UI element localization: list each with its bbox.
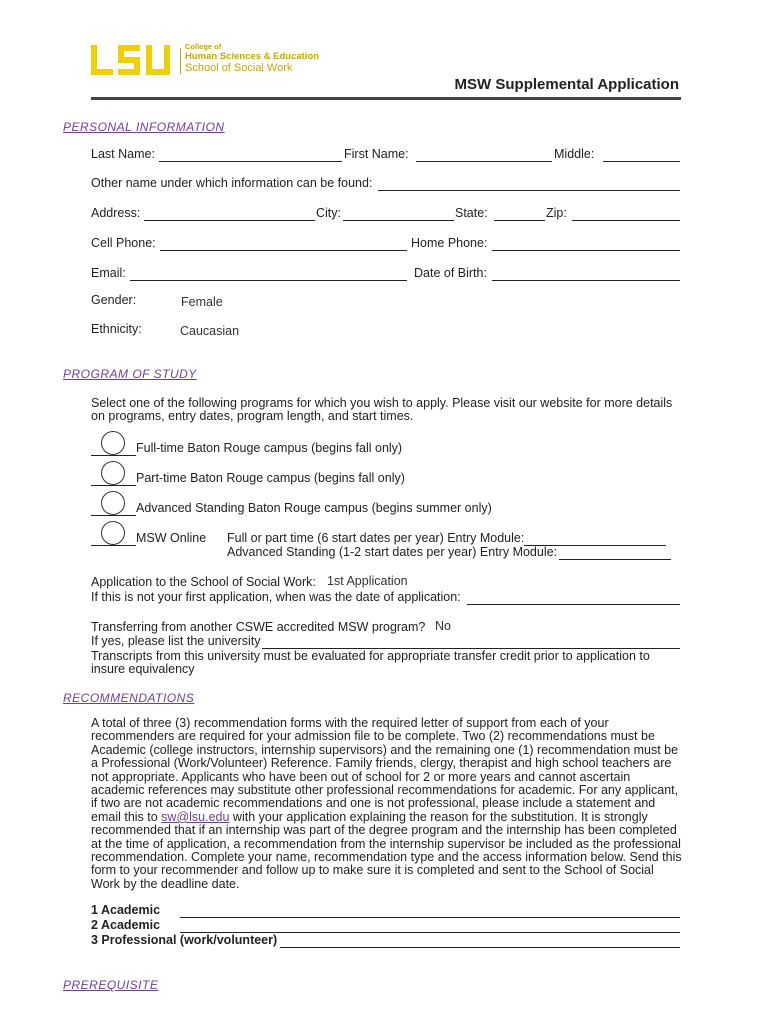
title-rule	[91, 97, 681, 100]
advanced-entry-module-label: Advanced Standing (1-2 start dates per year) Entry Module:	[227, 545, 558, 559]
logo-college-name: Human Sciences & Education	[185, 51, 320, 62]
first-name-label: First Name:	[344, 147, 409, 161]
section-personal-information: PERSONAL INFORMATION	[63, 120, 225, 134]
dob-label: Date of Birth:	[414, 266, 487, 280]
university-label: If yes, please list the university	[91, 634, 261, 648]
online-entry-module-label: Full or part time (6 start dates per year) Entry Module:	[227, 531, 525, 545]
program-option-1-label: Full-time Baton Rouge campus (begins fall only)	[136, 441, 403, 455]
other-name-label: Other name under which information can be found:	[91, 176, 373, 190]
first-name-field[interactable]	[416, 160, 552, 162]
program-option-4-radio[interactable]	[101, 521, 125, 545]
program-option-3-radio[interactable]	[101, 491, 125, 515]
zip-label: Zip:	[546, 206, 567, 220]
address-field[interactable]	[144, 219, 315, 221]
advanced-entry-module-field[interactable]	[559, 558, 671, 560]
city-field[interactable]	[343, 219, 454, 221]
transfer-value[interactable]: No	[435, 619, 451, 633]
program-option-1-radio[interactable]	[101, 431, 125, 455]
logo-college-of: College of	[185, 42, 222, 51]
other-name-field[interactable]	[378, 189, 680, 191]
program-option-2-radio[interactable]	[101, 461, 125, 485]
section-program-of-study: PROGRAM OF STUDY	[63, 367, 197, 381]
lsu-logo	[91, 45, 176, 75]
program-intro: Select one of the following programs for which you wish to apply. Please visit our website for more details on programs, entry dates, program length, and start times.	[91, 396, 673, 424]
ethnicity-label: Ethnicity:	[91, 322, 142, 336]
city-label: City:	[316, 206, 341, 220]
recommendation-2-label: 2 Academic	[91, 918, 161, 932]
section-recommendations: RECOMMENDATIONS	[63, 691, 195, 705]
last-name-field[interactable]	[159, 160, 342, 162]
email-field[interactable]	[130, 279, 407, 281]
logo-school-name: School of Social Work	[185, 62, 293, 74]
cell-phone-label: Cell Phone:	[91, 236, 156, 250]
transfer-label: Transferring from another CSWE accredited MSW program?	[91, 620, 426, 634]
section-prerequisite: PREREQUISITE	[63, 978, 159, 992]
application-label: Application to the School of Social Work:	[91, 575, 316, 589]
program-option-4-label: MSW Online	[136, 531, 207, 545]
last-name-label: Last Name:	[91, 147, 155, 161]
recommendation-1-field[interactable]	[180, 916, 680, 918]
state-label: State:	[455, 206, 488, 220]
application-value[interactable]: 1st Application	[327, 574, 408, 588]
logo-divider	[180, 48, 181, 74]
recommendations-paragraph: A total of three (3) recommendation forms with the required letter of support from each of your recommenders are required for your admission file to be complete. Two (2) recommendations must be Academic (college instructors, internship supervisors) and the remaining one (1) recommendation must be a Professional (Work/Volunteer) Reference. Family friends, clergy, therapist and high school teachers are not appropriate. Applicants who have been out of school for 2 or more years and cannot ascertain academic references may substitute other professional recommendations for academic. For any applicant, if two are not academic recommendations and one is not professional, please include a statement and email this to sw@lsu.edu with your application explaining the reason for the substitution. It is strongly recommended that if an internship was part of the degree program and the internship has been completed at the time of application, a recommendation from the internship supervisor be included as the professional recommendation. Complete your name, recommendation type and the access information below. Send this form to your recommender and follow up to make sure it is completed and sent to the School of Social Work by the deadline date.	[91, 716, 682, 891]
email-label: Email:	[91, 266, 126, 280]
middle-name-field[interactable]	[603, 160, 680, 162]
previous-application-field[interactable]	[467, 603, 680, 605]
dob-field[interactable]	[492, 279, 680, 281]
program-option-3-label: Advanced Standing Baton Rouge campus (begins summer only)	[136, 501, 492, 515]
zip-field[interactable]	[572, 219, 680, 221]
transcripts-note: Transcripts from this university must be evaluated for appropriate transfer credit prior to application to insure equivalency	[91, 649, 650, 677]
middle-name-label: Middle:	[554, 147, 595, 161]
ethnicity-value[interactable]: Caucasian	[180, 324, 240, 338]
cell-phone-field[interactable]	[160, 249, 407, 251]
address-label: Address:	[91, 206, 141, 220]
state-field[interactable]	[494, 219, 545, 221]
home-phone-label: Home Phone:	[411, 236, 488, 250]
recommendation-1-label: 1 Academic	[91, 903, 161, 917]
email-link[interactable]: sw@lsu.edu	[161, 809, 230, 824]
program-option-2-label: Part-time Baton Rouge campus (begins fall only)	[136, 471, 405, 485]
recommendation-3-label: 3 Professional (work/volunteer)	[91, 933, 278, 947]
previous-application-label: If this is not your first application, when was the date of application:	[91, 590, 461, 604]
page-title: MSW Supplemental Application	[454, 76, 679, 93]
gender-label: Gender:	[91, 293, 137, 307]
gender-value[interactable]: Female	[181, 295, 223, 309]
home-phone-field[interactable]	[492, 249, 680, 251]
recommendation-3-field[interactable]	[280, 946, 680, 948]
